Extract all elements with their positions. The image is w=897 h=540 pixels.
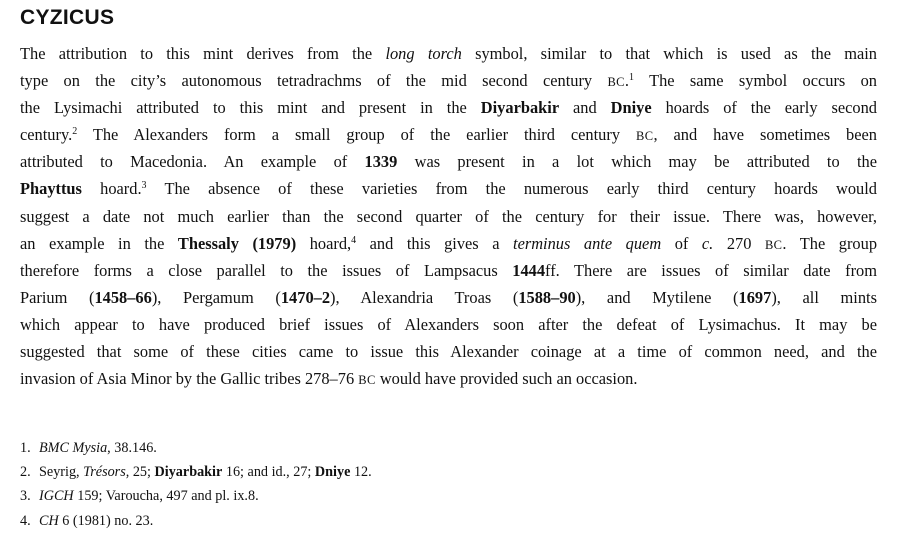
text-run: . The group: [782, 233, 878, 253]
text-run: 270: [713, 233, 765, 253]
text-run: , 38.146.: [107, 440, 157, 456]
text-run: 16; and id., 27;: [222, 464, 315, 481]
small-caps-text: BC: [764, 237, 783, 252]
bold-text: Thessaly (1979): [177, 233, 297, 253]
paragraph-line: [20, 203, 877, 230]
small-caps-text: BC: [635, 129, 654, 144]
bold-text: 1444: [512, 260, 546, 280]
text-run: ), Pergamum (: [151, 287, 281, 307]
footnote-number: 1.: [20, 440, 31, 456]
footnote-number: 4.: [20, 512, 31, 529]
footnote-item: [20, 509, 877, 533]
footnote-item: [20, 484, 877, 508]
text-run: attributed to Macedonia. An example of: [20, 152, 365, 172]
bold-text: Diyarbakir: [480, 98, 560, 118]
text-run: , and have sometimes been: [653, 125, 877, 145]
small-caps-text: BC: [607, 75, 625, 90]
text-run: an example in the: [20, 233, 178, 253]
paragraph-line: [20, 121, 877, 148]
paragraph-line: [20, 284, 877, 311]
text-run: and: [559, 98, 611, 118]
paragraph-line: [20, 365, 877, 392]
text-run: 6 (1981) no. 23.: [58, 512, 154, 529]
text-run: would have provided such an occasion.: [375, 369, 638, 389]
text-run: ), and Mytilene (: [575, 287, 739, 307]
bold-text: 1697: [738, 287, 772, 307]
small-caps-text: BC: [358, 373, 376, 388]
paragraph-line: [20, 230, 877, 257]
text-run: type on the city’s autonomous tetradrachms of the mid second century: [20, 71, 608, 91]
paragraph-line: [20, 94, 877, 121]
text-run: The Alexanders form a small group of the earlier third century: [77, 125, 636, 145]
text-run: hoards of the early second: [651, 98, 877, 118]
footnotes-list: [20, 436, 877, 533]
italic-text: terminus ante quem: [513, 233, 662, 253]
italic-text: long torch: [385, 44, 462, 63]
text-run: of: [661, 233, 702, 253]
bold-text: Phayttus: [20, 179, 82, 199]
text-run: Seyrig,: [39, 464, 84, 481]
text-run: and this gives a: [356, 233, 514, 253]
text-run: hoard.: [81, 179, 142, 199]
paragraph-line: [20, 40, 877, 67]
bold-text: 1588–90: [518, 287, 576, 307]
text-run: suggested that some of these cities came to issue this Alexander coinage at a time of common need, and the: [20, 342, 877, 362]
body-paragraph: [20, 40, 877, 392]
text-run: symbol, similar to that which is used as the main: [461, 44, 877, 63]
paragraph-line: [20, 311, 877, 338]
text-run: Parium (: [20, 287, 95, 307]
text-run: , 25;: [125, 464, 155, 481]
footnote-reference: 3: [141, 180, 147, 192]
text-run: The same symbol occurs on: [634, 71, 878, 91]
footnote-item: [20, 460, 877, 484]
italic-text: Trésors: [83, 464, 126, 481]
bold-text: 1470–2: [280, 287, 331, 307]
text-run: The attribution to this mint derives from the: [20, 44, 386, 63]
italic-text: IGCH: [39, 488, 74, 505]
text-run: which appear to have produced brief issues of Alexanders soon after the defeat of Lysimachus. It may be: [20, 314, 877, 334]
text-run: 12.: [350, 464, 372, 481]
italic-text: c.: [701, 233, 714, 253]
text-run: therefore forms a close parallel to the issues of Lampsacus: [20, 260, 513, 280]
bold-text: Diyarbakir: [154, 464, 223, 481]
text-run: .: [624, 71, 630, 91]
bold-text: 1339: [364, 152, 398, 172]
text-run: century.: [20, 125, 73, 145]
text-run: was present in a lot which may be attributed to the: [397, 152, 877, 172]
paragraph-line: [20, 257, 877, 284]
bold-text: Dniye: [610, 98, 652, 118]
footnote-reference: 4: [351, 234, 357, 246]
text-run: the Lysimachi attributed to this mint and present in the: [20, 98, 481, 118]
text-run: invasion of Asia Minor by the Gallic tribes 278–76: [20, 369, 359, 389]
footnote-reference: 2: [72, 126, 78, 138]
text-run: 159; Varoucha, 497 and pl. ix.8.: [73, 488, 259, 505]
footnote-number: 3.: [20, 488, 31, 505]
text-run: ), all mints: [771, 287, 877, 307]
bold-text: Dniye: [314, 464, 351, 481]
text-run: ), Alexandria Troas (: [330, 287, 519, 307]
paragraph-line: [20, 67, 877, 94]
italic-text: CH: [39, 512, 59, 529]
paragraph-line: [20, 175, 877, 202]
footnote-reference: 1: [629, 72, 635, 84]
text-run: hoard,: [296, 233, 352, 253]
italic-text: BMC Mysia: [39, 440, 108, 456]
bold-text: 1458–66: [94, 287, 152, 307]
paragraph-line: [20, 148, 877, 175]
footnote-number: 2.: [20, 464, 31, 481]
text-run: suggest a date not much earlier than the second quarter of the century for their issue. There was, however,: [20, 206, 877, 226]
paragraph-line: [20, 338, 877, 365]
text-run: ff. There are issues of similar date from: [545, 260, 877, 280]
section-heading: CYZICUS: [20, 6, 115, 29]
footnote-item: [20, 436, 877, 460]
text-run: The absence of these varieties from the numerous early third century hoards would: [146, 179, 877, 199]
